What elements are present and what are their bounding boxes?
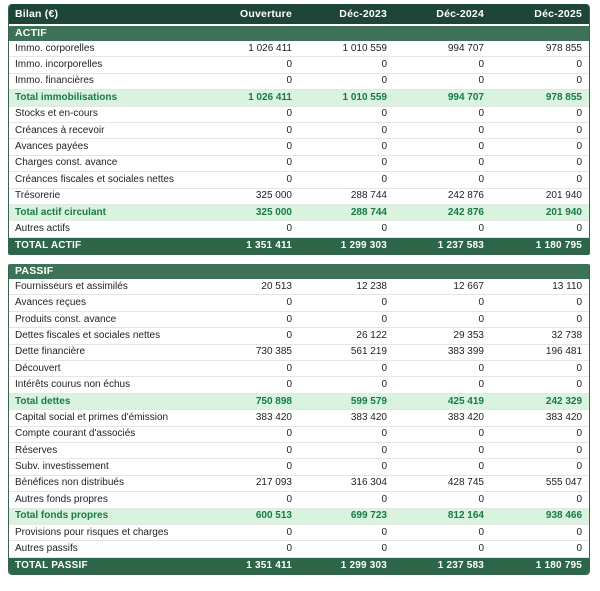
row-value: 0 (203, 442, 299, 458)
row-label: Dettes fiscales et sociales nettes (9, 328, 203, 344)
row-value: 383 399 (394, 344, 491, 360)
row-value: 0 (299, 377, 394, 393)
row-label: Autres fonds propres (9, 492, 203, 508)
row-value: 994 707 (394, 41, 491, 57)
row-value: 1 180 795 (491, 557, 589, 574)
row-value: 0 (203, 295, 299, 311)
row-label: TOTAL ACTIF (9, 237, 203, 254)
row-value: 1 299 303 (299, 237, 394, 254)
column-header-dec-2023: Déc-2023 (299, 4, 394, 25)
column-header-ouverture: Ouverture (203, 4, 299, 25)
section-title: PASSIF (9, 264, 589, 279)
row-label: Bénéfices non distribués (9, 475, 203, 491)
table-row (9, 508, 589, 524)
row-value: 0 (299, 221, 394, 237)
row-value: 600 513 (203, 508, 299, 524)
row-value: 0 (394, 459, 491, 475)
row-value: 242 329 (491, 393, 589, 409)
table-row (9, 90, 589, 106)
table-row (9, 426, 589, 442)
row-label: Immo. corporelles (9, 41, 203, 57)
table-row (9, 344, 589, 360)
row-value: 0 (394, 172, 491, 188)
row-value: 0 (491, 57, 589, 73)
row-value: 0 (491, 426, 589, 442)
row-value: 0 (394, 361, 491, 377)
row-label: Autres passifs (9, 541, 203, 557)
row-label: Fournisseurs et assimilés (9, 279, 203, 295)
row-value: 0 (394, 492, 491, 508)
row-label: Avances reçues (9, 295, 203, 311)
row-value: 0 (394, 311, 491, 327)
row-label: Trésorerie (9, 188, 203, 204)
row-value: 0 (203, 524, 299, 540)
row-value: 0 (491, 295, 589, 311)
row-label: Avances payées (9, 139, 203, 155)
table-row (9, 557, 589, 574)
row-value: 0 (299, 541, 394, 557)
row-label: Immo. financières (9, 73, 203, 89)
table-row (9, 41, 589, 57)
column-header-dec-2025: Déc-2025 (491, 4, 589, 25)
row-value: 0 (394, 155, 491, 171)
row-value: 12 238 (299, 279, 394, 295)
row-label: Immo. incorporelles (9, 57, 203, 73)
row-value: 0 (394, 377, 491, 393)
row-value: 0 (299, 122, 394, 138)
row-value: 599 579 (299, 393, 394, 409)
table-row (9, 139, 589, 155)
row-value: 0 (491, 361, 589, 377)
row-label: Découvert (9, 361, 203, 377)
row-value: 217 093 (203, 475, 299, 491)
table-row (9, 204, 589, 220)
row-value: 0 (394, 122, 491, 138)
table-row (9, 237, 589, 254)
row-value: 1 026 411 (203, 90, 299, 106)
row-value: 0 (394, 426, 491, 442)
row-value: 32 738 (491, 328, 589, 344)
row-value: 325 000 (203, 188, 299, 204)
table-row (9, 410, 589, 426)
row-value: 1 026 411 (203, 41, 299, 57)
row-value: 0 (203, 73, 299, 89)
bilan-table-actif (9, 4, 589, 254)
row-value: 0 (203, 328, 299, 344)
table-row (9, 442, 589, 458)
table-row (9, 73, 589, 89)
row-value: 383 420 (203, 410, 299, 426)
row-value: 0 (491, 311, 589, 327)
table-row (9, 328, 589, 344)
table-row (9, 361, 589, 377)
row-label: Autres actifs (9, 221, 203, 237)
row-value: 29 353 (394, 328, 491, 344)
row-value: 325 000 (203, 204, 299, 220)
row-value: 242 876 (394, 188, 491, 204)
row-value: 0 (394, 295, 491, 311)
row-value: 0 (491, 541, 589, 557)
row-value: 0 (203, 139, 299, 155)
bilan-table-passif (9, 264, 589, 574)
row-value: 0 (491, 155, 589, 171)
row-value: 0 (203, 106, 299, 122)
row-value: 1 180 795 (491, 237, 589, 254)
row-value: 0 (394, 73, 491, 89)
row-value: 383 420 (394, 410, 491, 426)
table-row (9, 279, 589, 295)
row-value: 0 (491, 139, 589, 155)
row-value: 0 (203, 122, 299, 138)
row-value: 0 (394, 541, 491, 557)
table-row (9, 475, 589, 491)
row-value: 0 (491, 73, 589, 89)
row-label: TOTAL PASSIF (9, 557, 203, 574)
row-value: 13 110 (491, 279, 589, 295)
row-value: 0 (203, 172, 299, 188)
row-label: Total immobilisations (9, 90, 203, 106)
row-value: 425 419 (394, 393, 491, 409)
row-value: 201 940 (491, 188, 589, 204)
section-title: ACTIF (9, 25, 589, 41)
row-value: 288 744 (299, 188, 394, 204)
table-row (9, 524, 589, 540)
row-value: 812 164 (394, 508, 491, 524)
row-value: 1 351 411 (203, 557, 299, 574)
row-value: 1 299 303 (299, 557, 394, 574)
table-row (9, 122, 589, 138)
table-row (9, 459, 589, 475)
row-value: 0 (203, 361, 299, 377)
row-value: 750 898 (203, 393, 299, 409)
row-value: 196 481 (491, 344, 589, 360)
passif-rows (9, 279, 589, 574)
row-value: 242 876 (394, 204, 491, 220)
row-value: 0 (203, 492, 299, 508)
section-header-passif (9, 264, 589, 279)
row-value: 0 (203, 155, 299, 171)
row-value: 1 010 559 (299, 41, 394, 57)
row-value: 0 (491, 459, 589, 475)
row-value: 0 (299, 524, 394, 540)
row-label: Intérêts courus non échus (9, 377, 203, 393)
row-value: 0 (299, 106, 394, 122)
row-label: Subv. investissement (9, 459, 203, 475)
row-value: 0 (491, 106, 589, 122)
row-value: 938 466 (491, 508, 589, 524)
row-value: 0 (203, 377, 299, 393)
row-value: 730 385 (203, 344, 299, 360)
row-label: Total dettes (9, 393, 203, 409)
row-value: 428 745 (394, 475, 491, 491)
row-value: 288 744 (299, 204, 394, 220)
row-value: 316 304 (299, 475, 394, 491)
table-row (9, 393, 589, 409)
table-row (9, 106, 589, 122)
row-value: 0 (299, 311, 394, 327)
row-value: 0 (203, 459, 299, 475)
row-label: Total actif circulant (9, 204, 203, 220)
row-label: Capital social et primes d'émission (9, 410, 203, 426)
column-header-dec-2024: Déc-2024 (394, 4, 491, 25)
row-value: 0 (299, 492, 394, 508)
row-value: 0 (299, 155, 394, 171)
row-value: 0 (299, 295, 394, 311)
row-value: 201 940 (491, 204, 589, 220)
table-title: Bilan (€) (9, 4, 203, 25)
row-value: 0 (299, 442, 394, 458)
table-row (9, 541, 589, 557)
row-value: 0 (299, 426, 394, 442)
row-label: Total fonds propres (9, 508, 203, 524)
row-value: 0 (203, 426, 299, 442)
row-value: 0 (203, 541, 299, 557)
row-value: 0 (394, 442, 491, 458)
table-row (9, 492, 589, 508)
table-row (9, 221, 589, 237)
row-label: Produits const. avance (9, 311, 203, 327)
row-value: 0 (203, 311, 299, 327)
table-row (9, 295, 589, 311)
row-value: 20 513 (203, 279, 299, 295)
row-value: 383 420 (491, 410, 589, 426)
row-value: 0 (491, 524, 589, 540)
row-label: Charges const. avance (9, 155, 203, 171)
table-row (9, 377, 589, 393)
row-value: 0 (394, 221, 491, 237)
row-value: 0 (491, 221, 589, 237)
table-row (9, 311, 589, 327)
row-value: 1 237 583 (394, 237, 491, 254)
row-value: 978 855 (491, 41, 589, 57)
passif-block (8, 264, 590, 575)
actif-block (8, 4, 590, 255)
table-row (9, 188, 589, 204)
row-label: Réserves (9, 442, 203, 458)
row-value: 994 707 (394, 90, 491, 106)
table-header-row (9, 4, 589, 25)
row-value: 1 010 559 (299, 90, 394, 106)
row-value: 0 (203, 221, 299, 237)
table-row (9, 57, 589, 73)
section-header-actif (9, 25, 589, 41)
row-value: 1 237 583 (394, 557, 491, 574)
row-value: 0 (491, 442, 589, 458)
row-value: 0 (299, 57, 394, 73)
table-row (9, 155, 589, 171)
row-value: 383 420 (299, 410, 394, 426)
table-row (9, 172, 589, 188)
row-value: 555 047 (491, 475, 589, 491)
row-label: Créances à recevoir (9, 122, 203, 138)
row-value: 0 (394, 139, 491, 155)
row-value: 0 (394, 57, 491, 73)
row-value: 0 (491, 377, 589, 393)
row-value: 12 667 (394, 279, 491, 295)
row-value: 561 219 (299, 344, 394, 360)
row-value: 978 855 (491, 90, 589, 106)
row-value: 0 (394, 524, 491, 540)
actif-rows (9, 41, 589, 254)
row-value: 26 122 (299, 328, 394, 344)
row-value: 0 (299, 172, 394, 188)
row-value: 0 (491, 492, 589, 508)
row-label: Compte courant d'associés (9, 426, 203, 442)
row-value: 0 (299, 361, 394, 377)
row-value: 0 (203, 57, 299, 73)
row-label: Provisions pour risques et charges (9, 524, 203, 540)
row-value: 0 (491, 122, 589, 138)
row-value: 0 (299, 459, 394, 475)
row-label: Créances fiscales et sociales nettes (9, 172, 203, 188)
row-label: Dette financière (9, 344, 203, 360)
row-label: Stocks et en-cours (9, 106, 203, 122)
row-value: 0 (299, 139, 394, 155)
row-value: 0 (394, 106, 491, 122)
row-value: 0 (299, 73, 394, 89)
row-value: 0 (491, 172, 589, 188)
row-value: 699 723 (299, 508, 394, 524)
row-value: 1 351 411 (203, 237, 299, 254)
